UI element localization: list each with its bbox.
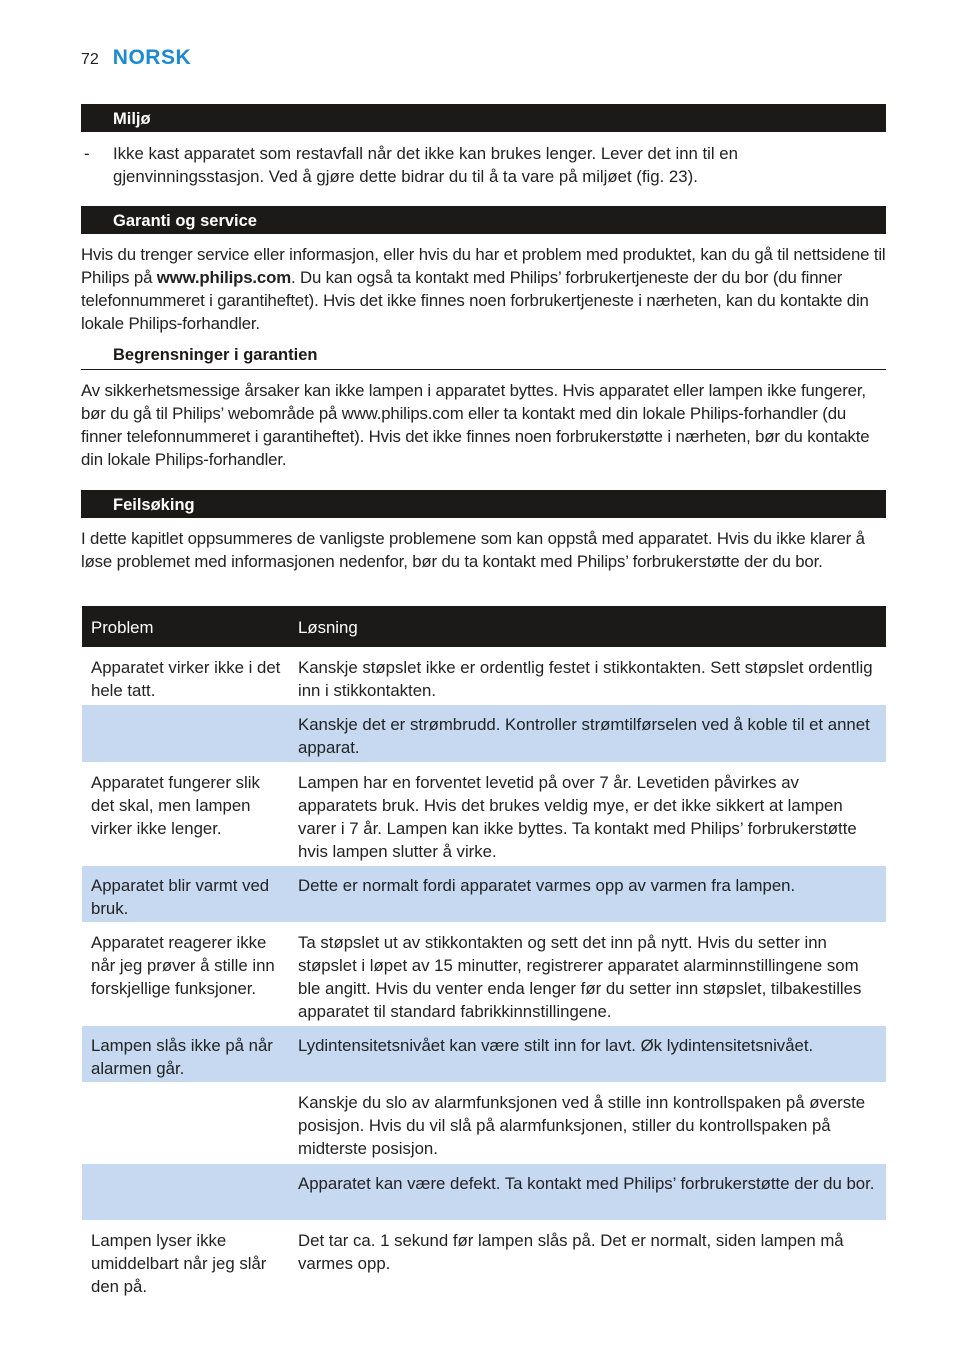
table-row xyxy=(82,1082,886,1163)
table-row xyxy=(82,704,886,762)
section-heading-miljo: Miljø xyxy=(81,104,886,132)
problem-cell: Apparatet virker ikke i det hele tatt. xyxy=(91,658,281,700)
solution-cell: Lampen har en forventet levetid på over 7 år. Levetiden påvirkes av apparatets bruk. Hvis det brukes veldig mye, er det ikke sikkert at lampen varer i 7 år. Lampen kan ikke byttes. Ta kontakt med Philips’ forbrukerstøtte hvis lampen slutter å virke. xyxy=(298,773,857,861)
garanti-text-before: Hvis du trenger service eller informasjon, eller hvis du har et problem med produktet, kan du gå til nettsidene til Philips på xyxy=(81,245,886,287)
header-solution: Løsning xyxy=(298,617,358,637)
bullet-dash: - xyxy=(84,144,90,163)
table-row xyxy=(82,1220,886,1301)
solution-cell: Lydintensitetsnivået kan være stilt inn for lavt. Øk lydintensitetsnivået. xyxy=(298,1036,814,1055)
problem-cell xyxy=(82,1164,289,1220)
page-number: 72 xyxy=(81,51,99,68)
miljo-bullet-text: Ikke kast apparatet som restavfall når det ikke kan brukes lenger. Lever det inn til en gjenvinningsstasjon. Ved å gjøre dette bidrar du til å ta vare på miljøet (fig. 23). xyxy=(113,144,738,186)
solution-cell: Kanskje du slo av alarmfunksjonen ved å stille inn kontrollspaken på øverste posisjon. Hvis du vil slå på alarmfunksjonen, stiller du kontrollspaken på midterste posisjon. xyxy=(298,1093,866,1158)
problem-cell xyxy=(82,1083,289,1163)
table-row xyxy=(82,1163,886,1220)
solution-cell: Apparatet kan være defekt. Ta kontakt med Philips’ forbrukerstøtte der du bor. xyxy=(298,1174,875,1193)
begrensninger-paragraph: Av sikkerhetsmessige årsaker kan ikke lampen i apparatet byttes. Hvis apparatet eller lampen ikke fungerer, bør du gå til Philips’ webområde på www.philips.com eller ta kontakt med din lokale Philips-forhandler (du finner telefonnummeret i garantiheftet). Hvis det ikke finnes noen forbrukerstøtte i nærheten, bør du kontakte din lokale Philips-forhandler. xyxy=(81,381,870,469)
table-row xyxy=(82,1025,886,1082)
solution-cell: Kanskje støpslet ikke er ordentlig festet i stikkontakten. Sett støpslet ordentlig inn i stikkontakten. xyxy=(298,658,873,700)
problem-cell: Apparatet blir varmt ved bruk. xyxy=(91,876,270,918)
solution-cell: Ta støpslet ut av stikkontakten og sett det inn på nytt. Hvis du setter inn støpslet i løpet av 15 minutter, registrerer apparatet alarminnstillingene som ble angitt. Hvis du venter enda lenger før du setter inn støpslet, tilbakestilles apparatet til standard fabrikkinnstillingene. xyxy=(298,933,862,1021)
table-row xyxy=(82,922,886,1025)
page-header xyxy=(81,46,191,76)
section-heading-feilsoking: Feilsøking xyxy=(81,490,886,518)
table-row xyxy=(82,762,886,865)
solution-cell: Kanskje det er strømbrudd. Kontroller strømtilførselen ved å koble til et annet apparat. xyxy=(298,715,870,757)
solution-cell: Det tar ca. 1 sekund før lampen slås på. Det er normalt, siden lampen må varmes opp. xyxy=(298,1231,844,1273)
language-heading: NORSK xyxy=(112,46,192,69)
problem-cell xyxy=(82,705,289,762)
feilsoking-paragraph: I dette kapitlet oppsummeres de vanligste problemene som kan oppstå med apparatet. Hvis du ikke klarer å løse problemet med informasjonen nedenfor, bør du ta kontakt med Philips’ forbrukerstøtte der du bor. xyxy=(81,529,865,571)
problem-cell: Lampen slås ikke på når alarmen går. xyxy=(91,1036,273,1078)
miljo-bullet xyxy=(81,142,886,188)
subheading-begrensninger: Begrensninger i garantien xyxy=(81,346,886,370)
garanti-text-after: . Du kan også ta kontakt med Philips’ forbrukertjeneste der du bor (du finner telefonnummeret i garantiheftet). Hvis det ikke finnes noen forbrukertjeneste i nærheten, kan du kontakte din lokale Philips-forhandler. xyxy=(81,268,869,333)
table-header xyxy=(82,606,886,647)
section-heading-garanti: Garanti og service xyxy=(81,206,886,234)
table-row xyxy=(82,865,886,922)
philips-link[interactable]: www.philips.com xyxy=(156,268,291,287)
troubleshooting-table xyxy=(82,606,886,1301)
header-problem: Problem xyxy=(91,617,154,637)
solution-cell: Dette er normalt fordi apparatet varmes opp av varmen fra lampen. xyxy=(298,876,796,895)
problem-cell: Lampen lyser ikke umiddelbart når jeg slår den på. xyxy=(91,1231,267,1296)
problem-cell: Apparatet reagerer ikke når jeg prøver å stille inn forskjellige funksjoner. xyxy=(91,933,275,998)
table-row xyxy=(82,647,886,704)
problem-cell: Apparatet fungerer slik det skal, men lampen virker ikke lenger. xyxy=(91,773,260,838)
garanti-paragraph xyxy=(81,243,886,335)
